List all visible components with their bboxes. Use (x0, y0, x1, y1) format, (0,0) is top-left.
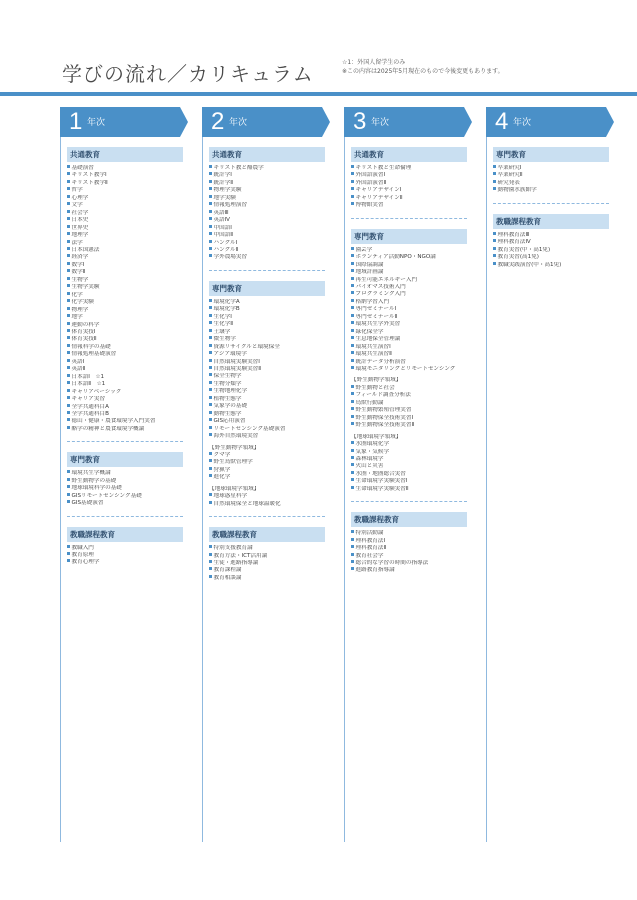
course-item: 理科教育法Ⅳ (493, 239, 609, 246)
course-item: 気象学の基礎 (209, 403, 325, 410)
year-column (202, 107, 331, 842)
section-title: 教職課程教育 (351, 512, 467, 527)
course-item: キリスト教学Ⅱ (67, 180, 183, 187)
course-item: 自然環境保全と地球温暖化 (209, 501, 325, 508)
course-item: 教育実習(高1免) (493, 254, 609, 261)
course-item: キリスト教学Ⅰ (67, 172, 183, 179)
course-item: 環境共生学外実習 (351, 321, 467, 328)
course-group-label: 【地球環境学領域】 (209, 485, 260, 492)
course-item: 格納学習入門 (351, 299, 467, 306)
section-divider (67, 516, 183, 517)
course-item: GIS応用演習 (209, 418, 325, 425)
course-item: 全学共通科目A (67, 404, 183, 411)
year-header (60, 107, 189, 137)
course-item: 教育相談論 (209, 575, 325, 582)
course-item: 統計学Ⅰ (209, 172, 325, 179)
year-column (60, 107, 189, 842)
year-number: 3 (353, 108, 367, 135)
course-section (351, 147, 467, 210)
course-item: キャリアデザインⅡ (351, 195, 467, 202)
course-list (67, 470, 183, 507)
course-item: 生物学実験 (67, 284, 183, 291)
section-title: 専門教育 (209, 281, 325, 296)
course-item: 野生動物保全技術実習Ⅱ (351, 422, 467, 429)
course-item: 教育実習(中・高1免) (493, 247, 609, 254)
course-item: 英語Ⅰ (67, 359, 183, 366)
page-title: 学びの流れ／カリキュラム (62, 62, 314, 86)
course-item: 鳥獣行動論 (351, 400, 467, 407)
course-item: 教育原理 (67, 552, 183, 559)
course-list (351, 165, 467, 210)
course-item: 統計学Ⅱ (209, 180, 325, 187)
year-unit-label: 年次 (513, 118, 532, 128)
course-section (351, 512, 467, 575)
course-item: 社会学 (67, 210, 183, 217)
course-item: 自然環境実験実習Ⅱ (209, 366, 325, 373)
course-item: 博物館実習 (351, 202, 467, 209)
year-header (202, 107, 331, 137)
course-item: キリスト教と酪農学 (209, 165, 325, 172)
course-item: GIS基礎演習 (67, 500, 183, 507)
course-list (493, 165, 609, 195)
note-line: ※この内容は2025年5月現在のもので今後変更もあります。 (342, 68, 504, 75)
course-item: プログラミング入門 (351, 291, 467, 298)
course-item: 森林環境学 (351, 456, 467, 463)
course-item: 運動の科学 (67, 322, 183, 329)
course-item: 日本史 (67, 217, 183, 224)
course-item: 物理学 (67, 307, 183, 314)
course-item: 経済学 (67, 254, 183, 261)
course-item: 環境化学B (209, 306, 325, 313)
year-column (344, 107, 473, 842)
course-item: 体育実技Ⅰ (67, 329, 183, 336)
course-item: 法学 (67, 240, 183, 247)
course-item: 中国語Ⅱ (209, 232, 325, 239)
section-divider (209, 516, 325, 517)
year-header (486, 107, 615, 137)
year-unit-label: 年次 (87, 118, 106, 128)
course-item: 物理学実験 (209, 187, 325, 194)
course-item: 情報処理基礎演習 (67, 351, 183, 358)
course-section (493, 214, 609, 269)
course-item: 野生動物保全技術実習Ⅰ (351, 415, 467, 422)
section-title: 教職課程教育 (493, 214, 609, 229)
year-number: 2 (211, 108, 225, 135)
course-item: 情報処理演習 (209, 202, 325, 209)
section-divider (493, 203, 609, 204)
course-item: 国際協調論 (351, 262, 467, 269)
course-item: 狩猟学 (209, 467, 325, 474)
course-item: 生物地理化学 (209, 388, 325, 395)
section-title: 専門教育 (493, 147, 609, 162)
course-item: 研究発表 (493, 180, 609, 187)
course-list (67, 545, 183, 567)
course-item: 動物園水族館学 (493, 187, 609, 194)
course-item: 進路教育指導論 (351, 567, 467, 574)
course-item: 哲学 (67, 187, 183, 194)
course-item: 生化学Ⅰ (209, 314, 325, 321)
note-line: ☆1：外国人留学生のみ (342, 59, 406, 66)
course-item: 地理学 (67, 232, 183, 239)
course-item: 教育心理学 (67, 559, 183, 566)
course-item: キャリアデザインⅠ (351, 187, 467, 194)
course-item: 理科教育法Ⅲ (493, 232, 609, 239)
course-item: リモートセンシング基礎演習 (209, 426, 325, 433)
course-item: 進化学 (209, 474, 325, 481)
course-item: 専門ゼミナールⅡ (351, 314, 467, 321)
course-item: 日本語Ⅰ ☆1 (67, 374, 183, 381)
course-item: 緑化保全学 (351, 329, 467, 336)
year-unit-label: 年次 (229, 118, 248, 128)
course-item: 地学実験 (209, 195, 325, 202)
year-header (344, 107, 473, 137)
course-item: 学外農場実習 (209, 254, 325, 261)
course-item: GISリモートセンシング基礎 (67, 493, 183, 500)
course-item: ボランティア活動NPO・NGO論 (351, 254, 467, 261)
course-item: ハングルⅠ (209, 240, 325, 247)
course-item: 外国語演習Ⅱ (351, 180, 467, 187)
course-section (67, 452, 183, 507)
course-item: 統計データ分析演習 (351, 359, 467, 366)
year-column (486, 107, 615, 842)
course-item: 資源リサイクルと環境保全 (209, 344, 325, 351)
course-item: 日本国憲法 (67, 247, 183, 254)
section-title: 教職課程教育 (67, 527, 183, 542)
course-item: 野生動物繁殖管理実習 (351, 407, 467, 414)
course-item: フィールド調査分析法 (351, 392, 467, 399)
course-item: 化学実験 (67, 299, 183, 306)
course-item: 生命環境学実験実習Ⅰ (351, 478, 467, 485)
course-item: バイオマス技術入門 (351, 284, 467, 291)
course-item: 酪学の精神と農食環境学概論 (67, 426, 183, 433)
course-item: 基礎演習 (67, 165, 183, 172)
course-item: ハングルⅡ (209, 247, 325, 254)
course-item: 特別支援教育論 (209, 545, 325, 552)
course-item: 野生動物学の基礎 (67, 478, 183, 485)
course-section (67, 147, 183, 433)
course-item: 地域計画論 (351, 269, 467, 276)
course-section (351, 229, 467, 494)
course-item: 英語Ⅲ (209, 210, 325, 217)
section-title: 共通教育 (209, 147, 325, 162)
course-item: 環境共生学概論 (67, 470, 183, 477)
course-list (351, 247, 467, 494)
section-title: 専門教育 (351, 229, 467, 244)
course-section (67, 527, 183, 567)
top-rule (0, 92, 637, 96)
course-item: 植物生態学 (209, 396, 325, 403)
course-item: 英語Ⅳ (209, 217, 325, 224)
course-item: 生息地保全管理論 (351, 336, 467, 343)
course-item: 環境モニタリングとリモートセンシング (351, 366, 467, 373)
year-number: 4 (495, 108, 509, 135)
course-item: アジア環境学 (209, 351, 325, 358)
course-item: クマ学 (209, 452, 325, 459)
course-item: 海外自然環境実習 (209, 433, 325, 440)
year-number: 1 (69, 108, 83, 135)
course-item: 園芸学 (351, 247, 467, 254)
course-item: 生化学Ⅱ (209, 321, 325, 328)
section-divider (67, 441, 183, 442)
course-item: 数学Ⅱ (67, 269, 183, 276)
course-item: 地球惑星科学 (209, 493, 325, 500)
course-section (493, 147, 609, 195)
course-item: 地球環境科学の基礎 (67, 485, 183, 492)
header-notes (342, 58, 504, 76)
course-item: 水圏環境化学 (351, 441, 467, 448)
course-item: 理科教育法Ⅱ (351, 545, 467, 552)
course-item: 世界史 (67, 225, 183, 232)
course-group-label: 【野生動物学領域】 (209, 444, 260, 451)
course-item: 教育方法・ICT活用論 (209, 553, 325, 560)
course-item: 文学 (67, 202, 183, 209)
course-item: 英語Ⅱ (67, 366, 183, 373)
section-title: 共通教育 (351, 147, 467, 162)
section-divider (351, 501, 467, 502)
course-item: 野生鳥獣管理学 (209, 459, 325, 466)
course-item: 生徒・進路指導論 (209, 560, 325, 567)
course-item: 環境化学A (209, 299, 325, 306)
course-item: 心理学 (67, 195, 183, 202)
course-group-label: 【野生動物学領域】 (351, 377, 402, 384)
course-item: 総合的な学習の時間の指導法 (351, 560, 467, 567)
course-section (209, 147, 325, 262)
course-item: 理科教育法Ⅰ (351, 538, 467, 545)
course-item: 保全生物学 (209, 373, 325, 380)
course-item: 数学Ⅰ (67, 262, 183, 269)
course-item: 地学 (67, 314, 183, 321)
course-item: 情報科学の基礎 (67, 344, 183, 351)
section-divider (209, 270, 325, 271)
course-item: 卒業研究Ⅱ (493, 172, 609, 179)
course-item: キャリアベーシック (67, 389, 183, 396)
course-list (493, 232, 609, 269)
section-title: 教職課程教育 (209, 527, 325, 542)
course-list (351, 530, 467, 575)
course-item: 生命環境学実験実習Ⅱ (351, 486, 467, 493)
course-item: 自然環境実験実習Ⅰ (209, 359, 325, 366)
course-item: 徳山・健康・農食環境学入門実習 (67, 418, 183, 425)
course-item: 気象・気候学 (351, 449, 467, 456)
course-item: 全学共通科目B (67, 411, 183, 418)
course-item: 卒業研究Ⅰ (493, 165, 609, 172)
year-unit-label: 年次 (371, 118, 390, 128)
course-item: 教職入門 (67, 545, 183, 552)
course-item: キャリア実習 (67, 396, 183, 403)
course-item: 専門ゼミナールⅠ (351, 306, 467, 313)
course-item: 動物生態学 (209, 411, 325, 418)
course-item: 教職実践演習(中・高1免) (493, 262, 609, 269)
course-item: 火山と災害 (351, 463, 467, 470)
course-list (209, 165, 325, 262)
course-item: 生物分類学 (209, 381, 325, 388)
course-item: 環境共生演習Ⅰ (351, 344, 467, 351)
section-title: 専門教育 (67, 452, 183, 467)
course-item: 野生動物と社会 (351, 385, 467, 392)
section-divider (351, 218, 467, 219)
course-item: 教育社会学 (351, 553, 467, 560)
course-list (209, 299, 325, 508)
course-list (209, 545, 325, 582)
section-title: 共通教育 (67, 147, 183, 162)
course-item: 化学 (67, 292, 183, 299)
course-item: キリスト教と生命倫理 (351, 165, 467, 172)
course-item: 水圏・地圏総合実習 (351, 471, 467, 478)
course-group-label: 【地球環境学領域】 (351, 433, 402, 440)
course-section (209, 281, 325, 508)
course-item: 特別活動論 (351, 530, 467, 537)
course-list (67, 165, 183, 433)
course-item: 外国語演習Ⅰ (351, 172, 467, 179)
course-item: 日本語Ⅱ ☆1 (67, 381, 183, 388)
course-item: 環境共生演習Ⅱ (351, 351, 467, 358)
curriculum-columns (60, 107, 580, 867)
course-section (209, 527, 325, 582)
course-item: 微生物学 (209, 336, 325, 343)
course-item: 生物学 (67, 277, 183, 284)
course-item: 土壌学 (209, 329, 325, 336)
course-item: 中国語Ⅰ (209, 225, 325, 232)
course-item: 体育実技Ⅱ (67, 336, 183, 343)
course-item: 再生可能エネルギー入門 (351, 277, 467, 284)
course-item: 教育課程論 (209, 567, 325, 574)
